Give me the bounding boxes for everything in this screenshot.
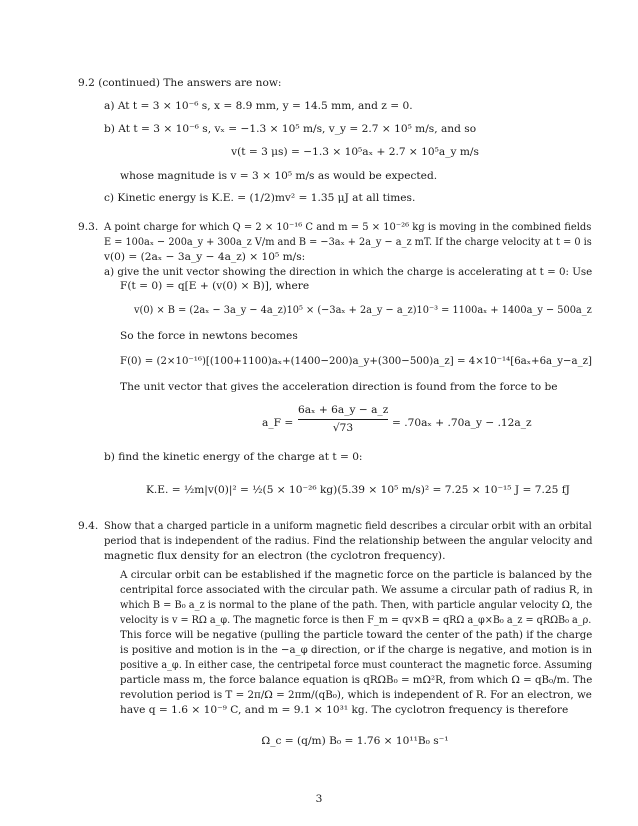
unit-vector-fraction bbox=[298, 404, 388, 435]
problem-9-3-part-a-line2: F(t = 0) = q[E + (v(0) × B)], where bbox=[120, 280, 310, 292]
fraction-bar bbox=[298, 419, 388, 420]
problem-9-4-body-line: is positive and motion is in the −a_φ direction, or if the charge is negative, and motion is in bbox=[120, 644, 593, 656]
problem-9-2-velocity-equation: v(t = 3 μs) = −1.3 × 10⁵aₓ + 2.7 × 10⁵a_y m/s bbox=[231, 146, 479, 158]
problem-9-3-force-equation: F(0) = (2×10⁻¹⁶)[(100+1100)aₓ+(1400−200)a_y+(300−500)a_z] = 4×10⁻¹⁴[6aₓ+6a_y−a_z] bbox=[120, 355, 593, 367]
problem-9-2-part-a: a) At t = 3 × 10⁻⁶ s, x = 8.9 mm, y = 14.5 mm, and z = 0. bbox=[104, 100, 413, 112]
problem-9-3-line2: E = 100aₓ − 200a_y + 300a_z V/m and B = −3aₓ + 2a_y − a_z mT. If the charge velocity at t = 0 is bbox=[104, 236, 592, 248]
problem-9-3-unit-vector-intro: The unit vector that gives the acceleration direction is found from the force to be bbox=[120, 381, 558, 393]
problem-9-4-body-line: velocity is v = RΩ a_φ. The magnetic force is then F_m = qv×B = qRΩ a_φ×B₀ a_z = qRΩB₀ a_ρ. bbox=[120, 614, 592, 626]
problem-9-3-line3: v(0) = (2aₓ − 3a_y − 4a_z) × 10⁵ m/s: bbox=[104, 251, 306, 263]
problem-9-4-body-line: positive a_φ. In either case, the centripetal force must counteract the magnetic force. Assuming bbox=[120, 659, 593, 671]
problem-9-3-kinetic-energy-equation: K.E. = ½m|v(0)|² = ½(5 × 10⁻²⁶ kg)(5.39 × 10⁵ m/s)² = 7.25 × 10⁻¹⁵ J = 7.25 fJ bbox=[146, 484, 570, 496]
problem-9-4-body-line: A circular orbit can be established if the magnetic force on the particle is balanced by the bbox=[120, 569, 593, 581]
unit-vector-numerator: 6aₓ + 6a_y − a_z bbox=[298, 404, 389, 416]
problem-9-3-number: 9.3. bbox=[78, 221, 99, 233]
unit-vector-rhs: = .70aₓ + .70a_y − .12a_z bbox=[392, 417, 532, 429]
problem-9-2-magnitude-text: whose magnitude is v = 3 × 10⁵ m/s as would be expected. bbox=[120, 170, 438, 182]
problem-9-2-header: 9.2 (continued) The answers are now: bbox=[78, 77, 282, 89]
problem-9-4-body-line: which B = B₀ a_z is normal to the plane of the path. Then, with particle angular velocity Ω, the bbox=[120, 599, 593, 611]
problem-9-4-body-line: particle mass m, the force balance equation is qRΩB₀ = mΩ²R, from which Ω = qB₀/m. The bbox=[120, 674, 593, 686]
problem-9-2-part-c: c) Kinetic energy is K.E. = (1/2)mv² = 1.35 μJ at all times. bbox=[104, 192, 416, 204]
problem-9-3-part-b: b) find the kinetic energy of the charge at t = 0: bbox=[104, 451, 363, 463]
problem-9-4-number: 9.4. bbox=[78, 520, 99, 532]
problem-9-4-line3: magnetic flux density for an electron (the cyclotron frequency). bbox=[104, 550, 446, 562]
problem-9-3-part-a-line1: a) give the unit vector showing the direction in which the charge is accelerating at t = 0: Use bbox=[104, 266, 593, 278]
problem-9-4-body-line: This force will be negative (pulling the particle toward the center of the path) if the charge bbox=[120, 629, 593, 641]
problem-9-3-line1: A point charge for which Q = 2 × 10⁻¹⁶ C and m = 5 × 10⁻²⁶ kg is moving in the combined fields bbox=[104, 221, 592, 233]
unit-vector-lhs: a_F = bbox=[262, 417, 294, 429]
problem-9-4-cyclotron-equation: Ω_c = (q/m) B₀ = 1.76 × 10¹¹B₀ s⁻¹ bbox=[261, 735, 449, 747]
problem-9-4-line1: Show that a charged particle in a uniform magnetic field describes a circular orbit with an orbital bbox=[104, 520, 592, 532]
problem-9-3-cross-product-equation: v(0) × B = (2aₓ − 3a_y − 4a_z)10⁵ × (−3aₓ + 2a_y − a_z)10⁻³ = 1100aₓ + 1400a_y − 500a_z bbox=[134, 304, 592, 316]
problem-9-4-body-line: revolution period is T = 2π/Ω = 2πm/(qB₀), which is independent of R. For an electron, we bbox=[120, 689, 592, 701]
problem-9-4-body-line: have q = 1.6 × 10⁻⁹ C, and m = 9.1 × 10³¹ kg. The cyclotron frequency is therefore bbox=[120, 704, 569, 716]
problem-9-4-body-line: centripital force associated with the circular path. We assume a circular path of radius R, in bbox=[120, 584, 593, 596]
unit-vector-denominator: √73 bbox=[332, 422, 354, 434]
problem-9-4-line2: period that is independent of the radius. Find the relationship between the angular velocity and bbox=[104, 535, 593, 547]
problem-9-2-part-b: b) At t = 3 × 10⁻⁶ s, vₓ = −1.3 × 10⁵ m/s, v_y = 2.7 × 10⁵ m/s, and so bbox=[104, 123, 477, 135]
page-number: 3 bbox=[315, 793, 323, 805]
problem-9-3-force-intro: So the force in newtons becomes bbox=[120, 330, 298, 342]
